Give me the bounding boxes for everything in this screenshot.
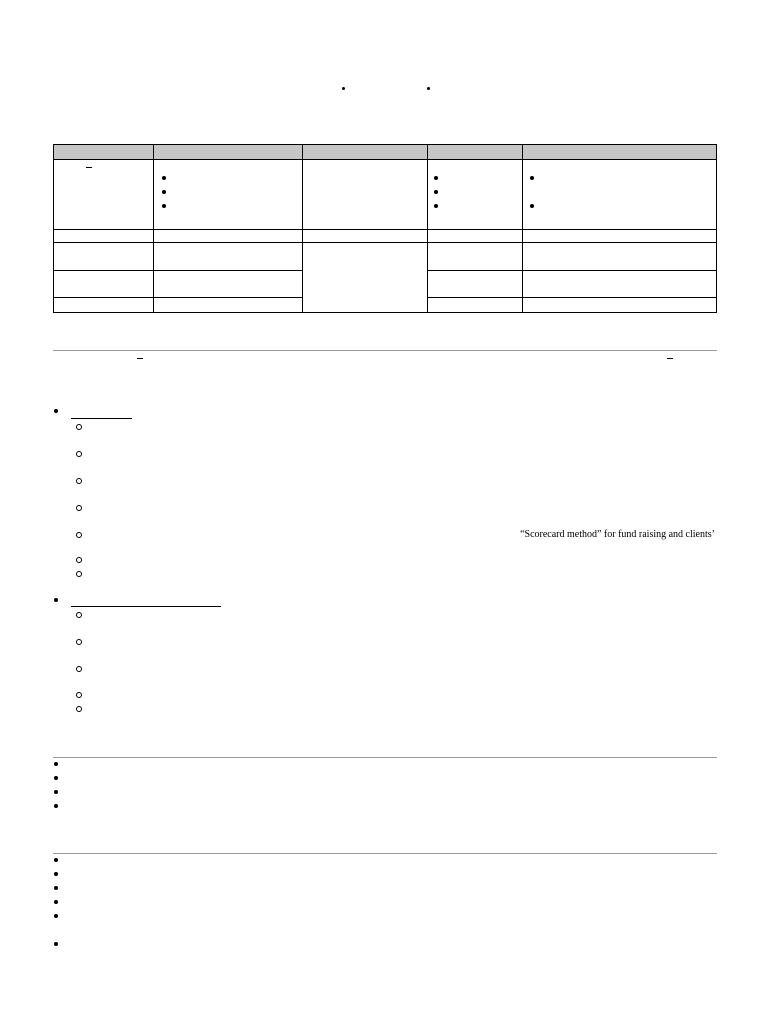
list-bullet: [434, 204, 438, 208]
list-bullet: [434, 190, 438, 194]
sub-bullet: [76, 505, 82, 511]
sub-bullet: [76, 532, 82, 538]
role-title-underline: [71, 606, 221, 607]
scorecard-method-text: “Scorecard method” for fund raising and clients’: [520, 529, 715, 540]
list-bullet: [162, 204, 166, 208]
list-bullet: [54, 858, 58, 862]
sub-bullet: [76, 424, 82, 430]
sub-bullet: [76, 451, 82, 457]
list-bullet: [54, 776, 58, 780]
summary-table: [53, 144, 717, 313]
list-bullet: [434, 176, 438, 180]
role-title-underline: [71, 418, 132, 419]
list-bullet: [54, 914, 58, 918]
sub-bullet: [76, 666, 82, 672]
list-bullet: [54, 872, 58, 876]
date-dash: [667, 358, 673, 359]
list-bullet: [162, 176, 166, 180]
sub-bullet: [76, 639, 82, 645]
list-bullet: [54, 886, 58, 890]
list-bullet: [54, 409, 58, 413]
date-dash: [137, 358, 143, 359]
header-separator-dot-2: [427, 87, 430, 90]
sub-bullet: [76, 557, 82, 563]
list-bullet: [530, 176, 534, 180]
list-bullet: [54, 942, 58, 946]
sub-bullet: [76, 706, 82, 712]
list-bullet: [162, 190, 166, 194]
section-divider: [53, 350, 717, 351]
section-divider: [53, 853, 717, 854]
cell-dash: [86, 167, 92, 168]
sub-bullet: [76, 478, 82, 484]
list-bullet: [54, 762, 58, 766]
section-divider: [53, 757, 717, 758]
sub-bullet: [76, 692, 82, 698]
list-bullet: [530, 204, 534, 208]
list-bullet: [54, 900, 58, 904]
sub-bullet: [76, 571, 82, 577]
list-bullet: [54, 790, 58, 794]
list-bullet: [54, 804, 58, 808]
list-bullet: [54, 598, 58, 602]
sub-bullet: [76, 612, 82, 618]
header-separator-dot-1: [342, 87, 345, 90]
